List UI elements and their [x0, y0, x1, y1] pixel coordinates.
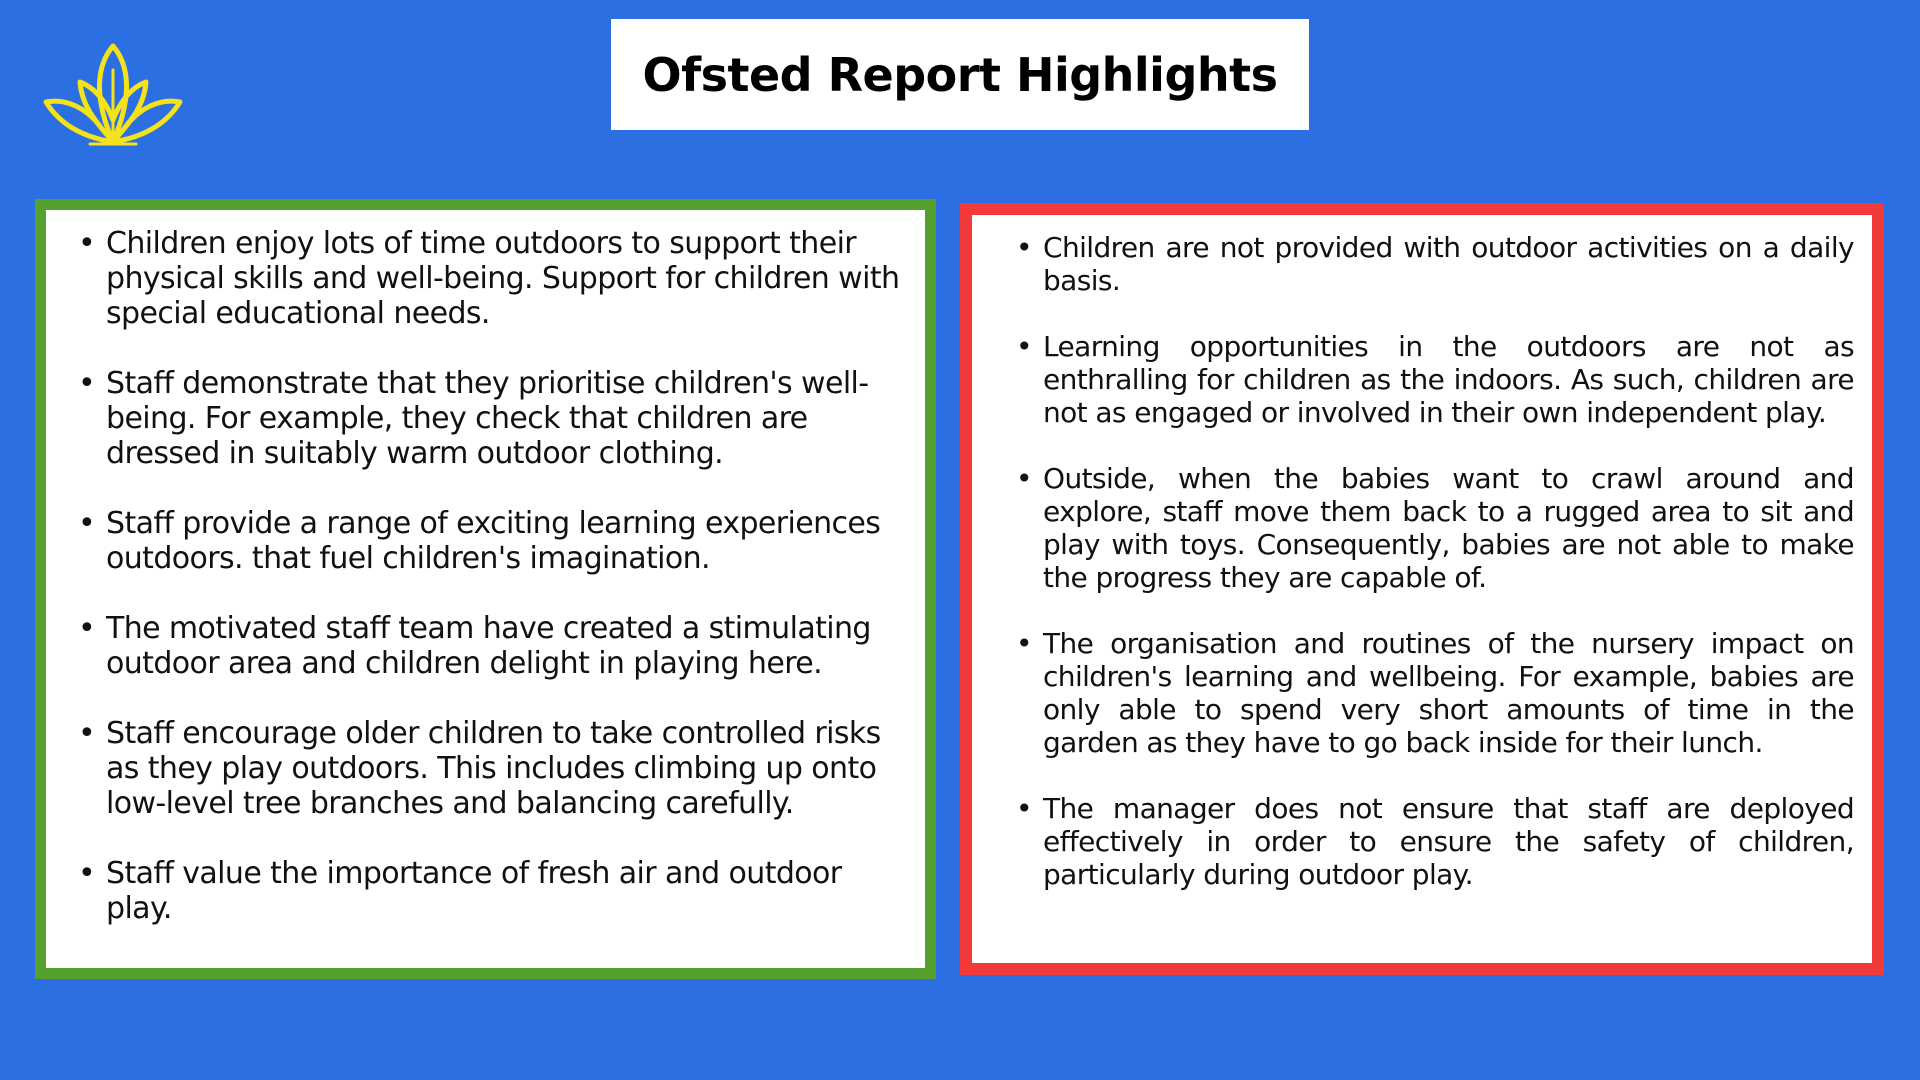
positive-item: • The motivated staff team have created a stimulating outdoor area and children delight in playing here. — [106, 611, 915, 681]
positive-highlights-list — [106, 226, 915, 926]
positive-item: • Staff encourage older children to take controlled risks as they play outdoors. This includes climbing up onto low-level tree branches and balancing carefully. — [106, 716, 915, 821]
positive-item: • Staff demonstrate that they prioritise children's well-being. For example, they check that children are dressed in suitably warm outdoor clothing. — [106, 366, 915, 471]
improvement-points-list — [1043, 231, 1854, 891]
improvement-item: • Learning opportunities in the outdoors are not as enthralling for children as the indoors. As such, children are not as engaged or involved in their own independent play. — [1043, 330, 1854, 429]
positive-item: • Children enjoy lots of time outdoors to support their physical skills and well-being. Support for children with special educational needs. — [106, 226, 915, 331]
improvement-item: • Children are not provided with outdoor activities on a daily basis. — [1043, 231, 1854, 297]
improvement-item: • Outside, when the babies want to crawl around and explore, staff move them back to a rugged area to sit and play with toys. Consequently, babies are not able to make the progress they are capable of. — [1043, 462, 1854, 594]
lotus-logo-icon — [40, 40, 186, 152]
title-banner — [611, 19, 1309, 130]
improvement-points-panel — [960, 203, 1884, 975]
positive-item: • Staff value the importance of fresh air and outdoor play. — [106, 856, 915, 926]
improvement-item: • The organisation and routines of the nursery impact on children's learning and wellbeing. For example, babies are only able to spend very short amounts of time in the garden as they have to go back inside for their lunch. — [1043, 627, 1854, 759]
improvement-item: • The manager does not ensure that staff are deployed effectively in order to ensure the safety of children, particularly during outdoor play. — [1043, 792, 1854, 891]
page-title: Ofsted Report Highlights — [642, 47, 1278, 102]
positive-highlights-panel — [35, 199, 936, 979]
positive-item: • Staff provide a range of exciting learning experiences outdoors. that fuel children's imagination. — [106, 506, 915, 576]
